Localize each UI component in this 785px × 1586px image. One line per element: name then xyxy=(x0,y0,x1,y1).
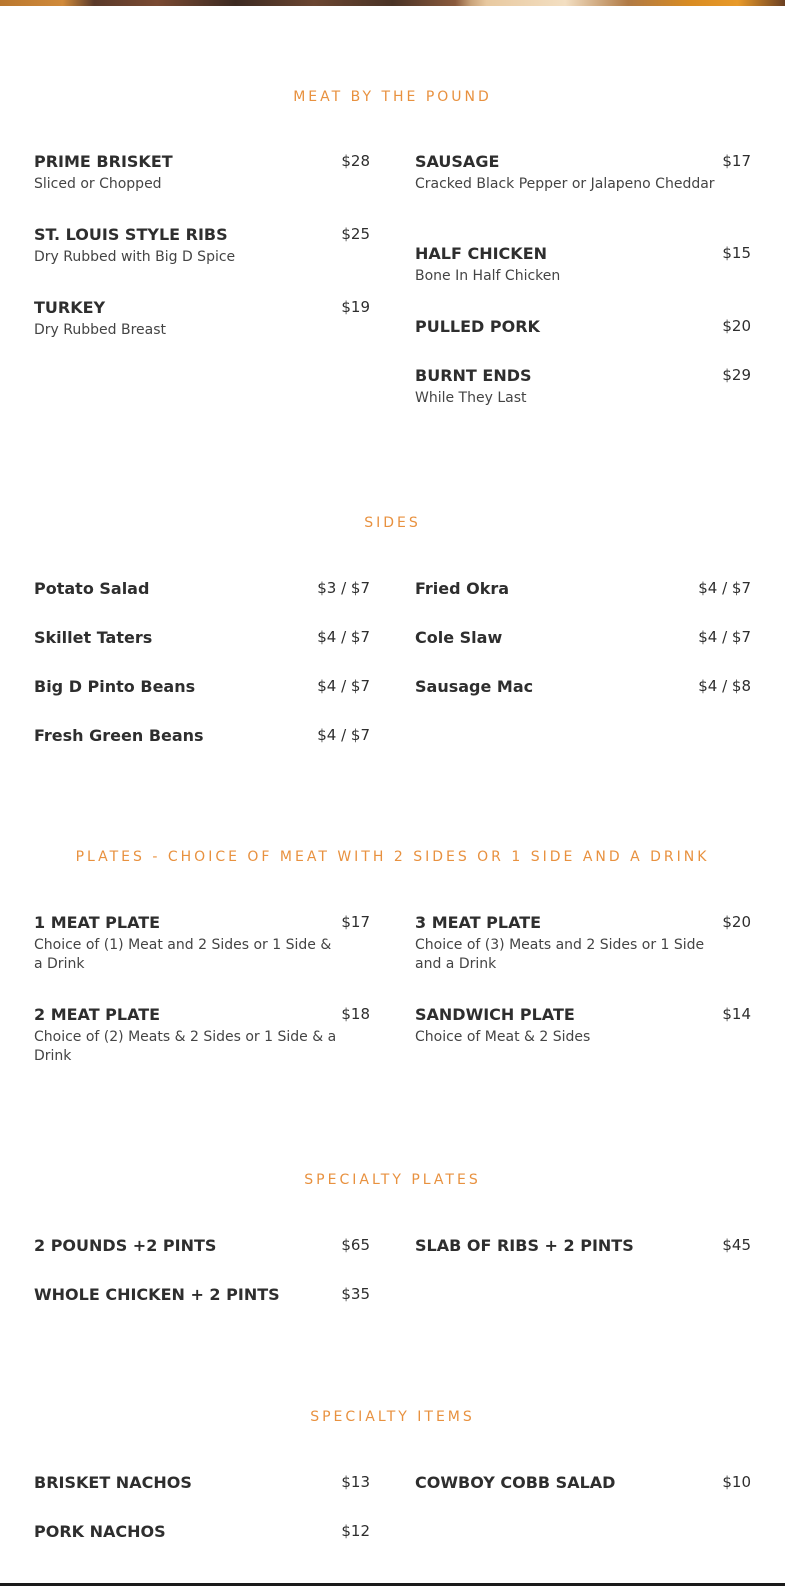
menu-item-pork-nachos xyxy=(34,1522,370,1541)
item-name: SLAB OF RIBS + 2 PINTS xyxy=(415,1236,634,1255)
item-description: Dry Rubbed with Big D Spice xyxy=(34,249,236,265)
item-price: $4 / $7 xyxy=(317,677,370,695)
item-price: $4 / $8 xyxy=(698,677,751,695)
item-description: While They Last xyxy=(415,390,527,406)
item-name: BRISKET NACHOS xyxy=(34,1473,192,1492)
item-price: $35 xyxy=(341,1285,370,1303)
item-name: 1 MEAT PLATE xyxy=(34,913,161,932)
menu-item-potato-salad xyxy=(34,579,370,598)
item-name: PORK NACHOS xyxy=(34,1522,166,1541)
section-title-plates: PLATES - CHOICE OF MEAT WITH 2 SIDES OR 1 SIDE AND A DRINK xyxy=(75,849,710,865)
menu-item-sandwich-plate xyxy=(415,1005,751,1047)
menu-item-3-meat-plate xyxy=(415,913,751,974)
item-price: $12 xyxy=(341,1522,370,1540)
menu-item-whole-chicken-2-pints xyxy=(34,1285,370,1304)
item-name: Fried Okra xyxy=(415,579,510,598)
menu-item-2-pounds-2-pints xyxy=(34,1236,370,1255)
item-description: Choice of (2) Meats & 2 Sides or 1 Side & a Drink xyxy=(34,1029,337,1064)
item-name: Potato Salad xyxy=(34,579,150,598)
item-description: Bone In Half Chicken xyxy=(415,268,561,284)
section-title-specialty-plates: SPECIALTY PLATES xyxy=(304,1172,481,1188)
menu-item-2-meat-plate xyxy=(34,1005,370,1066)
menu-item-skillet-taters xyxy=(34,628,370,647)
item-name: SANDWICH PLATE xyxy=(415,1005,575,1024)
item-price: $18 xyxy=(341,1005,370,1023)
item-price: $29 xyxy=(722,366,751,384)
item-price: $19 xyxy=(341,298,370,316)
item-name: BURNT ENDS xyxy=(415,366,532,385)
menu-item-st-louis-ribs xyxy=(34,225,370,267)
item-description: Choice of Meat & 2 Sides xyxy=(415,1029,591,1045)
menu-item-sausage-mac xyxy=(415,677,751,696)
item-name: PRIME BRISKET xyxy=(34,152,173,171)
item-name: Big D Pinto Beans xyxy=(34,677,196,696)
item-name: COWBOY COBB SALAD xyxy=(415,1473,616,1492)
menu-item-prime-brisket xyxy=(34,152,370,194)
item-price: $65 xyxy=(341,1236,370,1254)
item-price: $15 xyxy=(722,244,751,262)
item-price: $4 / $7 xyxy=(317,628,370,646)
item-price: $13 xyxy=(341,1473,370,1491)
menu-item-sausage xyxy=(415,152,751,194)
section-title-specialty-items: SPECIALTY ITEMS xyxy=(310,1409,475,1425)
menu-item-green-beans xyxy=(34,726,370,745)
item-name: Sausage Mac xyxy=(415,677,534,696)
menu-item-pinto-beans xyxy=(34,677,370,696)
item-price: $4 / $7 xyxy=(698,628,751,646)
item-name: PULLED PORK xyxy=(415,317,540,336)
item-name: WHOLE CHICKEN + 2 PINTS xyxy=(34,1285,280,1304)
item-price: $28 xyxy=(341,152,370,170)
item-price: $4 / $7 xyxy=(317,726,370,744)
item-price: $25 xyxy=(341,225,370,243)
item-name: ST. LOUIS STYLE RIBS xyxy=(34,225,228,244)
item-price: $14 xyxy=(722,1005,751,1023)
item-description: Sliced or Chopped xyxy=(34,176,162,192)
item-price: $17 xyxy=(722,152,751,170)
item-name: Skillet Taters xyxy=(34,628,153,647)
item-price: $45 xyxy=(722,1236,751,1254)
menu-item-slab-of-ribs-2-pints xyxy=(415,1236,751,1255)
item-name: 3 MEAT PLATE xyxy=(415,913,542,932)
item-description: Cracked Black Pepper or Jalapeno Cheddar xyxy=(415,176,715,192)
menu-item-pulled-pork xyxy=(415,317,751,336)
menu-item-cowboy-cobb-salad xyxy=(415,1473,751,1492)
item-price: $20 xyxy=(722,317,751,335)
item-name: 2 MEAT PLATE xyxy=(34,1005,161,1024)
item-description: Choice of (1) Meat and 2 Sides or 1 Side & a Drink xyxy=(34,937,332,972)
menu-item-1-meat-plate xyxy=(34,913,370,974)
item-name: Fresh Green Beans xyxy=(34,726,204,745)
item-name: TURKEY xyxy=(34,298,106,317)
item-price: $17 xyxy=(341,913,370,931)
menu-item-burnt-ends xyxy=(415,366,751,408)
hero-image-strip xyxy=(0,0,785,6)
menu-item-half-chicken xyxy=(415,244,751,286)
item-name: HALF CHICKEN xyxy=(415,244,548,263)
item-description: Choice of (3) Meats and 2 Sides or 1 Side and a Drink xyxy=(415,937,705,972)
item-name: 2 POUNDS +2 PINTS xyxy=(34,1236,217,1255)
item-price: $20 xyxy=(722,913,751,931)
section-title-meat: MEAT BY THE POUND xyxy=(293,89,492,105)
menu-item-brisket-nachos xyxy=(34,1473,370,1492)
menu-item-cole-slaw xyxy=(415,628,751,647)
section-title-sides: SIDES xyxy=(364,515,421,531)
item-price: $3 / $7 xyxy=(317,579,370,597)
menu-item-fried-okra xyxy=(415,579,751,598)
menu-item-turkey xyxy=(34,298,370,340)
item-name: SAUSAGE xyxy=(415,152,500,171)
item-name: Cole Slaw xyxy=(415,628,503,647)
item-description: Dry Rubbed Breast xyxy=(34,322,166,338)
item-price: $4 / $7 xyxy=(698,579,751,597)
item-price: $10 xyxy=(722,1473,751,1491)
